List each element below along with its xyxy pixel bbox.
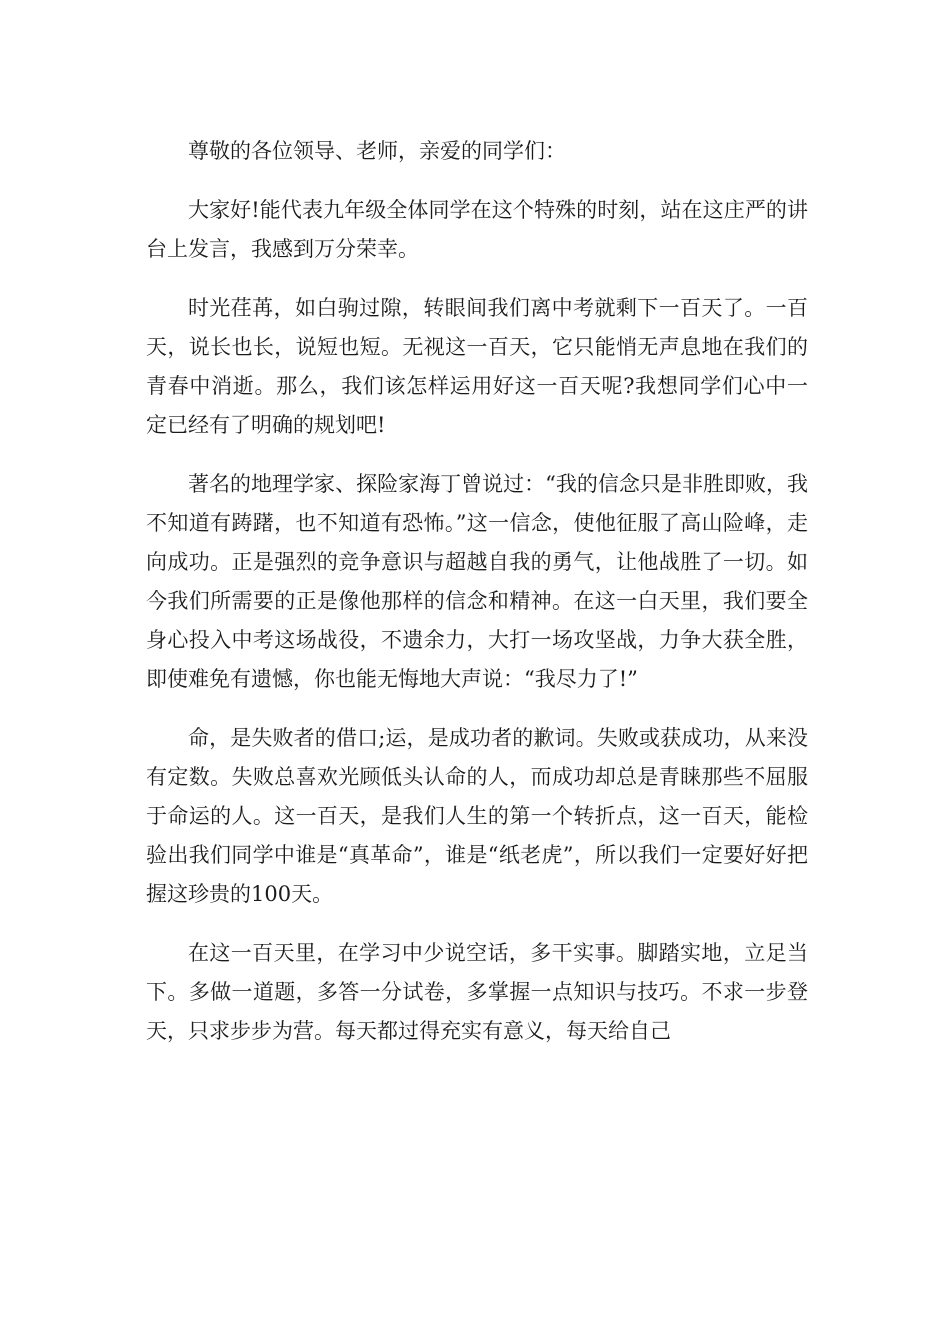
paragraph-greeting: 大家好!能代表九年级全体同学在这个特殊的时刻，站在这庄严的讲台上发言，我感到万分荣幸。 [146, 198, 808, 261]
paragraph-fate: 命，是失败者的借口;运，是成功者的歉词。失败或获成功，从来没有定数。失败总喜欢光顾低头认命的人，而成功却总是青睐那些不屈服于命运的人。这一百天，是我们人生的第一个转折点，这一百天，能检验出我们同学中谁是“真革命”，谁是“纸老虎”，所以我们一定要好好把握这珍贵的100天。 [146, 726, 808, 906]
salutation: 尊敬的各位领导、老师，亲爱的同学们： [188, 139, 566, 163]
paragraph-hedin-quote: 著名的地理学家、探险家海丁曾说过：“我的信念只是非胜即败，我不知道有踌躇，也不知道有恐怖。”这一信念，使他征服了高山险峰，走向成功。正是强烈的竞争意识与超越自我的勇气，让他战胜了一切。如今我们所需要的正是像他那样的信念和精神。在这一白天里，我们要全身心投入中考这场战役，不遗余力，大打一场攻坚战，力争大获全胜，即使难免有遗憾，你也能无悔地大声说：“我尽力了!” [146, 472, 808, 691]
paragraph-time: 时光荏苒，如白驹过隙，转眼间我们离中考就剩下一百天了。一百天，说长也长，说短也短。无视这一百天，它只能悄无声息地在我们的青春中消逝。那么，我们该怎样运用好这一百天呢?我想同学们心中一定已经有了明确的规划吧! [146, 296, 808, 437]
paragraph-hundred-days: 在这一百天里，在学习中少说空话，多干实事。脚踏实地，立足当下。多做一道题，多答一分试卷，多掌握一点知识与技巧。不求一步登天，只求步步为营。每天都过得充实有意义，每天给自己 [146, 941, 808, 1043]
speech-body [146, 132, 808, 1071]
